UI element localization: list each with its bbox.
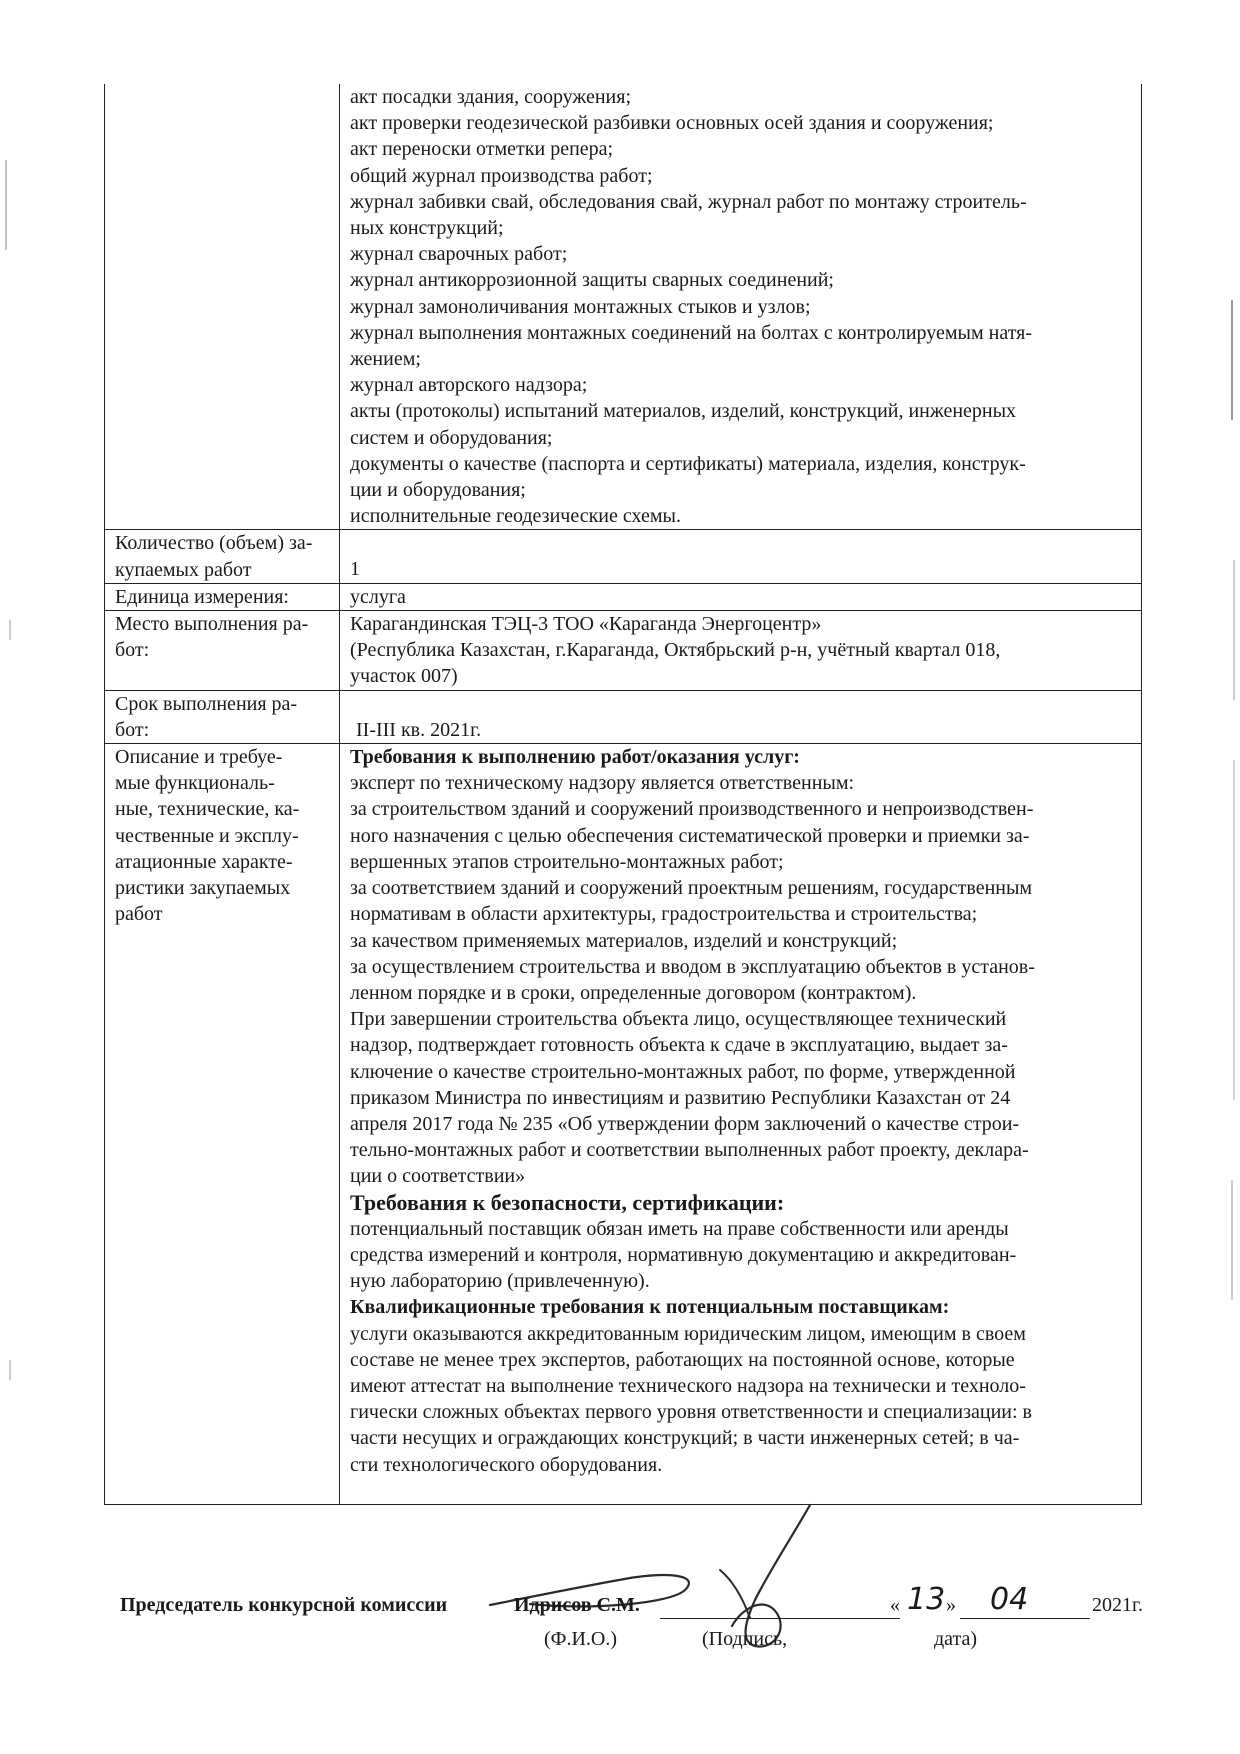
row-place xyxy=(105,611,1142,691)
document-list-item: ции и оборудования; xyxy=(350,479,526,502)
quantity-value: 1 xyxy=(350,558,360,581)
safety-heading: Требования к безопасности, сертификации: xyxy=(350,1189,785,1215)
document-list-item: журнал выполнения монтажных соединений на болтах с контролируемым натя- xyxy=(350,321,1033,344)
qualification-line: сти технологического оборудования. xyxy=(350,1453,663,1476)
document-list-item: акт проверки геодезической разбивки основных осей здания и сооружения; xyxy=(350,112,994,135)
requirements-line: за осуществлением строительства и вводом в эксплуатацию объектов в установ- xyxy=(350,955,1035,978)
qualification-line: гически сложных объектах первого уровня ответственности и специализации: в xyxy=(350,1401,1033,1424)
fio-caption: (Ф.И.О.) xyxy=(544,1628,618,1650)
date-caption: дата) xyxy=(934,1628,978,1650)
qualification-line: составе не менее трех экспертов, работающих на постоянной основе, которые xyxy=(350,1348,1015,1371)
safety-line: ную лабораторию (привлеченную). xyxy=(350,1270,650,1293)
signature-line xyxy=(660,1618,900,1619)
quantity-label: Количество (объем) за- купаемых работ xyxy=(105,530,340,583)
document-list-item: акт посадки здания, сооружения; xyxy=(350,86,632,108)
requirements-line: При завершении строительства объекта лицо, осуществляющее технический xyxy=(350,1008,1007,1031)
requirements-line: эксперт по техническому надзору является ответственным: xyxy=(350,772,855,795)
description-label: Описание и требуе- мые функциональ- ные, технические, ка- чественные и эксплу- атационные характе- ристики закупаемых работ xyxy=(105,744,340,1505)
requirements-line: ции о соответствии» xyxy=(350,1165,526,1188)
document-list-item: акт переноски отметки репера; xyxy=(350,138,614,161)
place-label: Место выполнения ра- бот: xyxy=(105,611,340,691)
row-unit xyxy=(105,583,1142,610)
requirements-line: за строительством зданий и сооружений производственного и непроизводствен- xyxy=(350,798,1034,821)
document-list-item: жением; xyxy=(350,348,421,371)
document-list-item: общий журнал производства работ; xyxy=(350,164,653,187)
term-value-cell xyxy=(340,690,1142,743)
unit-label: Единица измерения: xyxy=(105,583,340,610)
document-list-item: журнал антикоррозионной защиты сварных соединений; xyxy=(350,269,834,292)
document-list-cell xyxy=(340,84,1142,530)
requirements-line: надзор, подтверждает готовность объекта к сдаче в эксплуатацию, выдает за- xyxy=(350,1034,1008,1057)
requirements-heading: Требования к выполнению работ/оказания услуг: xyxy=(350,746,800,769)
document-list-item: акты (протоколы) испытаний материалов, изделий, конструкций, инженерных xyxy=(350,400,1017,423)
requirements-line: приказом Министра по инвестициям и развитию Республики Казахстан от 24 xyxy=(350,1086,1011,1109)
row-quantity xyxy=(105,530,1142,583)
place-value: Карагандинская ТЭЦ-3 ТОО «Караганда Энергоцентр» (Республика Казахстан, г.Караганда, Октябрьский р-н, учётный квартал 018, участок 007) xyxy=(340,611,1142,691)
document-list-item: журнал авторского надзора; xyxy=(350,374,588,397)
requirements-line: за соответствием зданий и сооружений проектным решениям, государственным xyxy=(350,877,1033,900)
date-line xyxy=(960,1618,1090,1619)
document-list-item: документы о качестве (паспорта и сертификаты) материала, изделия, конструк- xyxy=(350,452,1026,475)
requirements-line: вершенных этапов строительно-монтажных работ; xyxy=(350,850,784,873)
handwritten-signature xyxy=(470,1500,870,1650)
requirements-line: ного назначения с целью обеспечения систематической проверки и приемки за- xyxy=(350,824,1030,847)
qualification-heading: Квалификационные требования к потенциальным поставщикам: xyxy=(350,1296,950,1319)
date-month: 04 xyxy=(990,1582,1029,1617)
qualification-line: части несущих и ограждающих конструкций; в части инженерных сетей; в ча- xyxy=(350,1427,1020,1450)
chairman-role: Председатель конкурсной комиссии xyxy=(120,1594,448,1616)
safety-line: потенциальный поставщик обязан иметь на праве собственности или аренды xyxy=(350,1217,1009,1240)
term-label: Срок выполнения ра- бот: xyxy=(105,690,340,743)
quantity-value-cell xyxy=(340,530,1142,583)
description-value xyxy=(340,744,1142,1505)
requirements-line: за качеством применяемых материалов, изделий и конструкций; xyxy=(350,929,898,952)
safety-line: средства измерений и контроля, нормативную документацию и аккредитован- xyxy=(350,1243,1017,1266)
qualification-line: имеют аттестат на выполнение технического надзора на технически и техноло- xyxy=(350,1374,1026,1397)
document-list-item: журнал забивки свай, обследования свай, журнал работ по монтажу строитель- xyxy=(350,190,1027,213)
document-list-item: ных конструкций; xyxy=(350,217,504,240)
document-list-item: исполнительные геодезические схемы. xyxy=(350,505,681,528)
requirements-line: ключение о качестве строительно-монтажных работ, по форме, утвержденной xyxy=(350,1060,1016,1083)
requirements-line: апреля 2017 года № 235 «Об утверждении форм заключений о качестве строи- xyxy=(350,1112,1020,1135)
row-term xyxy=(105,690,1142,743)
document-list-item: журнал замоноличивания монтажных стыков и узлов; xyxy=(350,295,811,318)
unit-value: услуга xyxy=(340,583,1142,610)
signature-caption: (Подпись, xyxy=(702,1628,788,1650)
row-description xyxy=(105,744,1142,1505)
qualification-line: услуги оказываются аккредитованным юридическим лицом, имеющим в своем xyxy=(350,1322,1026,1345)
date-quote-open: « xyxy=(890,1594,900,1616)
requirements-line: ленном порядке и в сроки, определенные договором (контрактом). xyxy=(350,981,917,1004)
document-list-item: журнал сварочных работ; xyxy=(350,243,568,266)
date-quote-close: » xyxy=(946,1594,956,1616)
chairman-name: Идрисов С.М. xyxy=(514,1594,640,1616)
row-document-list xyxy=(105,84,1142,530)
specification-table xyxy=(104,84,1142,1505)
date-day: 13 xyxy=(907,1582,946,1617)
requirements-line: нормативам в области архитектуры, градостроительства и строительства; xyxy=(350,903,978,926)
date-year: 2021г. xyxy=(1092,1594,1143,1616)
term-value: II-III кв. 2021г. xyxy=(356,718,482,741)
document-list-item: систем и оборудования; xyxy=(350,426,553,449)
document-list-label-cell xyxy=(105,84,340,530)
requirements-line: тельно-монтажных работ и соответствии выполненных работ проекту, деклара- xyxy=(350,1139,1029,1162)
